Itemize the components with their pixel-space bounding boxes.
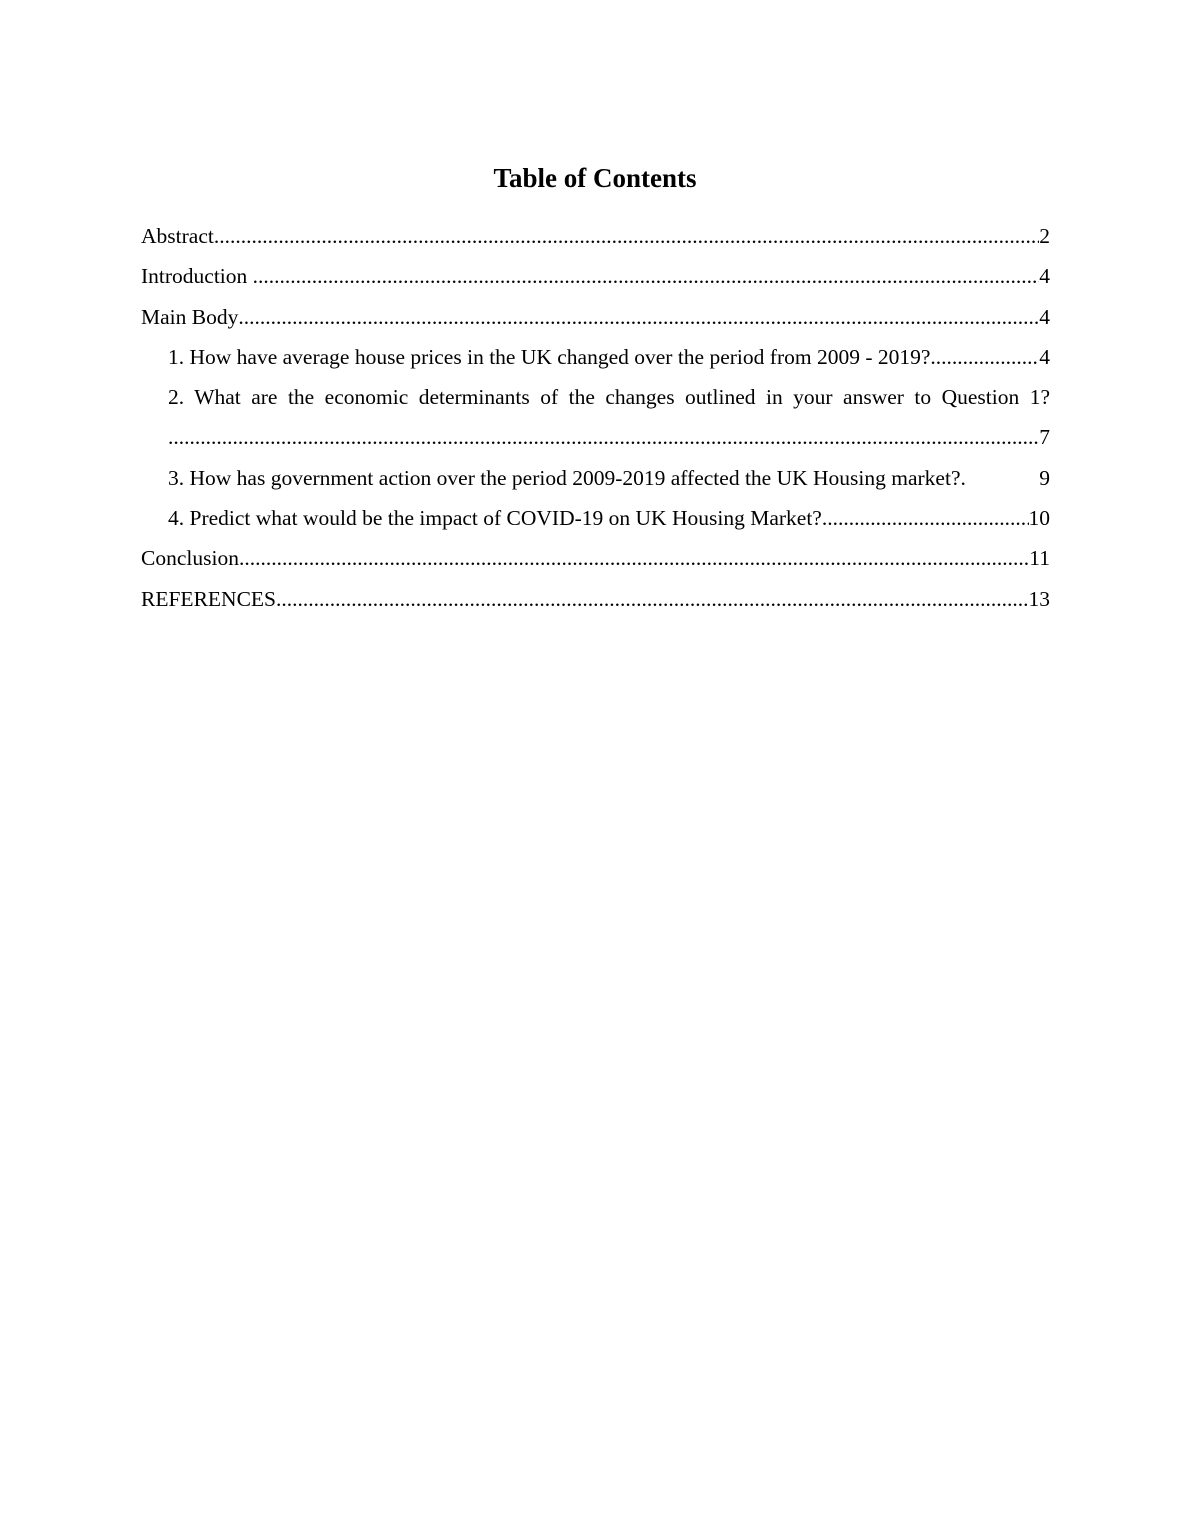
toc-entry-text: Introduction (141, 264, 253, 289)
toc-title: Table of Contents (493, 163, 697, 193)
toc-entry-text: 3. How has government action over the period 2009-2019 affected the UK Housing market?. (168, 465, 972, 490)
toc-entry-question-4[interactable] (141, 498, 1050, 538)
toc-entry-text: 4. Predict what would be the impact of COVID-19 on UK Housing Market? (168, 506, 822, 531)
toc-entry-question-1[interactable] (141, 337, 1050, 377)
toc-entry-question-2[interactable] (141, 377, 1050, 417)
toc-dot-leader (238, 297, 1039, 337)
toc-entry-question-2-continuation[interactable] (141, 417, 1050, 457)
toc-dot-leader (168, 417, 1039, 457)
toc-dot-leader (930, 337, 1039, 377)
toc-page-number: 4 (1039, 344, 1050, 369)
toc-page-number: 13 (1028, 586, 1050, 611)
toc-list (141, 216, 1050, 619)
toc-dot-leader (822, 498, 1029, 538)
toc-page-number: 2 (1039, 224, 1050, 248)
toc-entry-introduction[interactable] (141, 256, 1050, 296)
toc-page-number: 4 (1039, 304, 1050, 329)
toc-page-number: 9 (1039, 465, 1050, 490)
toc-page-number: 11 (1029, 546, 1050, 571)
toc-entry-text: 1. How have average house prices in the UK changed over the period from 2009 - 2019? (168, 344, 931, 369)
toc-entry-references[interactable] (141, 579, 1050, 619)
toc-dot-leader (239, 538, 1029, 578)
toc-page-number: 7 (1039, 425, 1050, 450)
toc-entry-text: 2. What are the economic determinants of the changes outlined in your answer to Question 1? (168, 385, 1050, 410)
toc-entry-abstract[interactable] (141, 216, 1050, 256)
toc-entry-text: Conclusion (141, 546, 239, 571)
toc-entry-question-3[interactable] (141, 458, 1050, 498)
toc-entry-main-body[interactable] (141, 297, 1050, 337)
toc-entry-conclusion[interactable] (141, 538, 1050, 578)
toc-entry-text: Main Body (141, 304, 239, 329)
toc-page-number: 10 (1028, 506, 1050, 531)
toc-entry-text: REFERENCES (141, 586, 276, 611)
toc-dot-leader (253, 256, 1040, 296)
toc-dot-leader (214, 216, 1039, 256)
toc-page-number: 4 (1039, 264, 1050, 289)
toc-dot-leader (276, 579, 1029, 619)
toc-entry-text: Abstract (141, 224, 214, 248)
